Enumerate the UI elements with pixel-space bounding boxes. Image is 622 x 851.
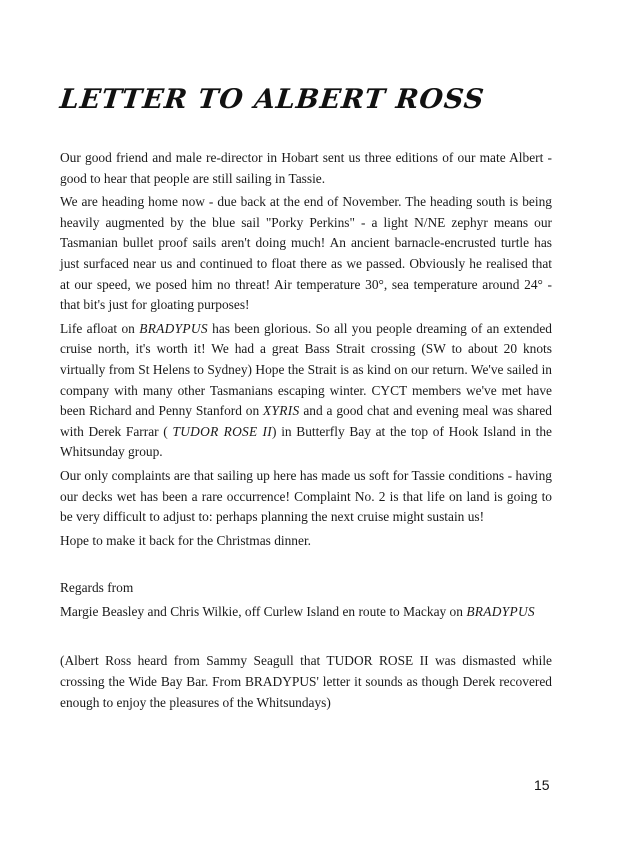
paragraph-heading-home: We are heading home now - due back at the end of November. The heading south is being heavily augmented by the blue sail "Porky Perkins" - a light N/NE zephyr means our Tasmanian bullet proof sails aren't doing much! An ancient barnacle-encrusted turtle has just surfaced near us and continued to float there as we passed. Obviously he realised that at our speed, we posed him no threat! Air temperature 30°, sea temperature around 24° - that bit's just for gloating purposes! — [60, 194, 552, 313]
signature-boat-name: BRADYPUS — [466, 603, 535, 619]
boat-name-xyris: XYRIS — [263, 403, 300, 419]
signature-line — [60, 602, 552, 623]
paragraph-life-afloat-text-b: has been glorious. So all you people dreaming of an extended cruise north, it's worth it! We had a great Bass Strait crossing (SW to about 20 knots virtually from St Helens to Sydney) Hope the Strait is as kind on our return. We've sailed in company with many other Tasmanians escaping winter. CYCT members we've met have been Richard and Penny Stanford on — [60, 320, 552, 419]
page-title: LETTER TO ALBERT ROSS — [58, 84, 487, 115]
paragraph-life-afloat-text-d: ) in Butterfly Bay at the top of Hook Island in the Whitsunday group. — [60, 423, 552, 460]
paragraph-intro: Our good friend and male re-director in Hobart sent us three editions of our mate Albert - good to hear that people are still sailing in Tassie. — [60, 150, 552, 186]
paragraph-life-afloat-text-a: Life afloat on — [60, 320, 140, 336]
paragraph-life-afloat — [60, 319, 552, 463]
page-number: 15 — [534, 777, 550, 793]
boat-name-bradypus: BRADYPUS — [139, 320, 208, 336]
letter-body — [60, 148, 552, 716]
boat-name-tudor-rose: TUDOR ROSE II — [172, 423, 273, 439]
paragraph-complaints: Our only complaints are that sailing up here has made us soft for Tassie conditions - having our decks wet has been a rare occurrence! Complaint No. 2 is that life on land is going to be very difficult to adjust to: perhaps planning the next cruise might sustain us! — [60, 467, 552, 525]
paragraph-life-afloat-text-c: and a good chat and evening meal was shared with Derek Farrar ( — [60, 403, 552, 439]
spacer — [60, 554, 552, 578]
paragraph-christmas: Hope to make it back for the Christmas dinner. — [60, 532, 312, 548]
regards-line: Regards from — [60, 580, 134, 596]
editor-note: (Albert Ross heard from Sammy Seagull that TUDOR ROSE II was dismasted while crossing the Wide Bay Bar. From BRADYPUS' letter it sounds as though Derek recovered enough to enjoy the pleasures of the Whitsundays) — [60, 653, 552, 710]
spacer — [60, 625, 552, 651]
signature-text: Margie Beasley and Chris Wilkie, off Curlew Island en route to Mackay on — [60, 603, 463, 619]
